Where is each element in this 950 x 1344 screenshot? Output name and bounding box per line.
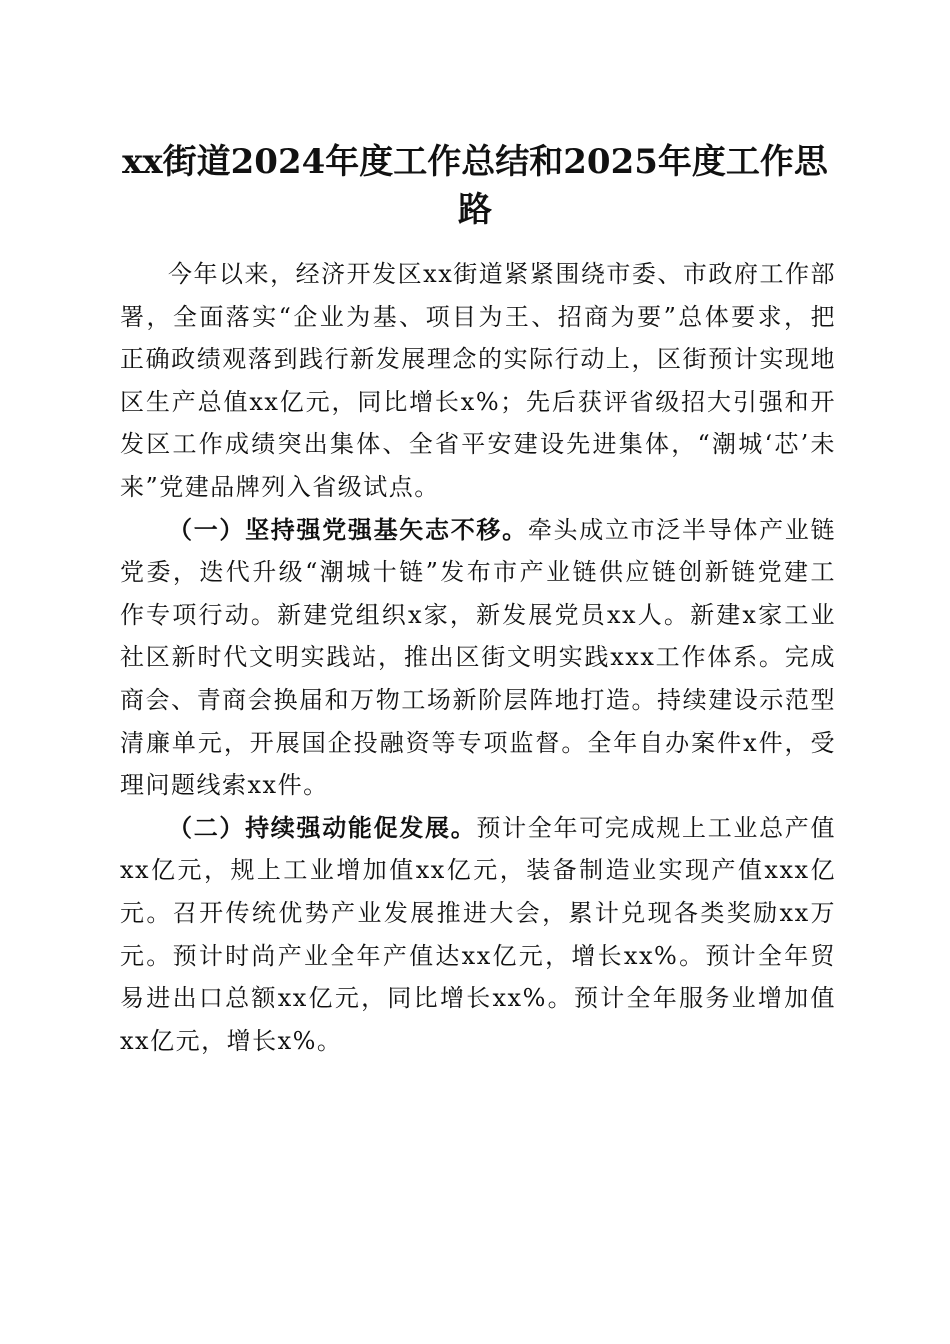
section-heading: （二）持续强动能促发展。	[168, 812, 477, 842]
section-heading: （一）坚持强党强基矢志不移。	[168, 514, 528, 544]
paragraph-text: 预计全年可完成规上工业总产值xx亿元，规上工业增加值xx亿元，装备制造业实现产值xxx亿元。召开传统优势产业发展推进大会，累计兑现各类奖励xx万元。预计时尚产业全年产值达xx亿元，增长xx%。预计全年贸易进出口总额xx亿元，同比增长xx%。预计全年服务业增加值xx亿元，增长x%。	[120, 813, 837, 1055]
document-body	[120, 253, 836, 1062]
paragraph-text: 今年以来，经济开发区xx街道紧紧围绕市委、市政府工作部署，全面落实“企业为基、项目为王、招商为要”总体要求，把正确政绩观落到践行新发展理念的实际行动上，区街预计实现地区生产总值xx亿元，同比增长x%；先后获评省级招大引强和开发区工作成绩突出集体、全省平安建设先进集体，“潮城‘芯’未来”党建品牌列入省级试点。	[120, 260, 836, 501]
document-title: xx街道2024年度工作总结和2025年度工作思路	[122, 142, 828, 230]
paragraph-text: 牵头成立市泛半导体产业链党委，迭代升级“潮城十链”发布市产业链供应链创新链党建工作专项行动。新建党组织x家，新发展党员xx人。新建x家工业社区新时代文明实践站，推出区街文明实践xxx工作体系。完成商会、青商会换届和万物工场新阶层阵地打造。持续建设示范型清廉单元，开展国企投融资等专项监督。全年自办案件x件，受理问题线索xx件。	[120, 515, 837, 800]
paragraph-section-1	[120, 509, 836, 807]
paragraph-intro	[120, 253, 836, 509]
paragraph-section-2	[120, 807, 836, 1063]
